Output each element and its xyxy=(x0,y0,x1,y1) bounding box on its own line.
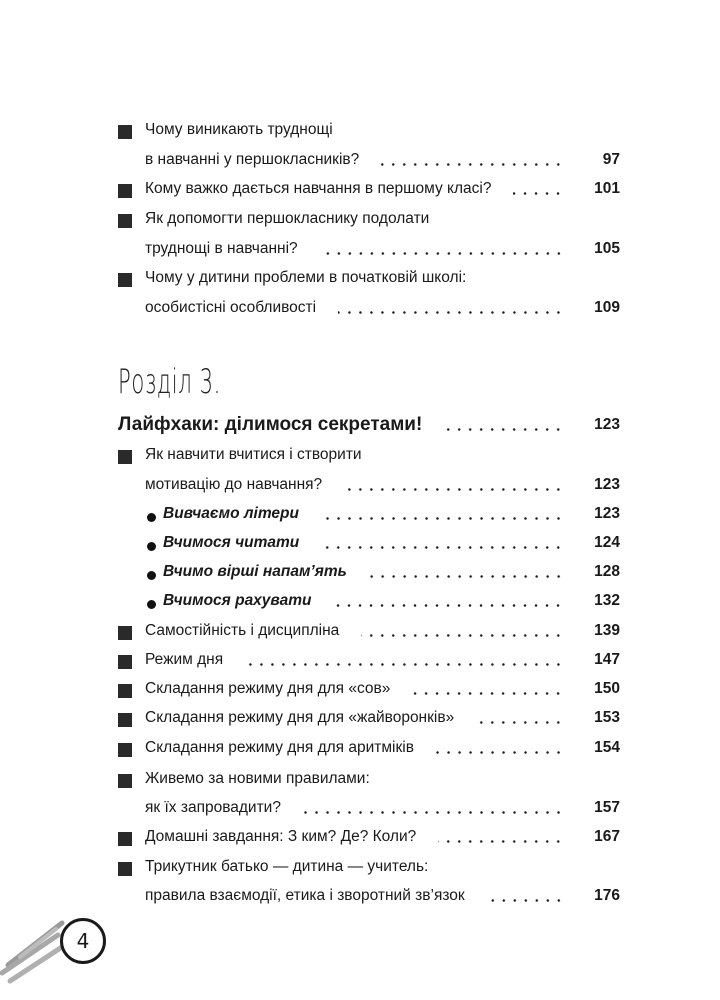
toc-entry-text: Чому виникають труднощі xyxy=(145,121,333,138)
toc-entry-text: Як допомогти першокласнику подолати xyxy=(145,210,430,227)
page-number-badge: 4 xyxy=(60,918,106,964)
toc-entry-text: правила взаємодії, етика і зворотний зв’язок xyxy=(145,887,465,904)
square-bullet-icon xyxy=(118,450,132,464)
toc-entry[interactable] xyxy=(145,238,620,260)
page-number: 176 xyxy=(594,887,620,904)
toc-entry[interactable] xyxy=(145,707,620,729)
dot-leader xyxy=(436,751,564,754)
page-number: 101 xyxy=(594,180,620,197)
toc-subentry[interactable] xyxy=(163,590,620,612)
dot-leader xyxy=(361,634,564,637)
page-number: 123 xyxy=(594,505,620,522)
section-heading[interactable] xyxy=(118,414,620,436)
toc-entry-text: Домашні завдання: З ким? Де? Коли? xyxy=(145,828,417,845)
page-number: 128 xyxy=(594,563,620,580)
page-number: 147 xyxy=(594,651,620,668)
toc-entry-text: Кому важко дається навчання в першому класі? xyxy=(145,180,492,197)
square-bullet-icon xyxy=(118,626,132,640)
toc-entry[interactable] xyxy=(145,297,620,319)
page-number: 123 xyxy=(594,416,620,433)
toc-subentry[interactable] xyxy=(163,561,620,583)
toc-line xyxy=(145,444,620,466)
toc-entry-text: Складання режиму дня для аритміків xyxy=(145,739,414,756)
toc-entry-text: мотивацію до навчання? xyxy=(145,476,323,493)
dot-leader xyxy=(487,899,564,902)
toc-subentry[interactable] xyxy=(163,532,620,554)
toc-entry-text: Самостійність і дисципліна xyxy=(145,622,340,639)
dot-leader xyxy=(444,428,564,431)
toc-entry-text: в навчанні у першокласників? xyxy=(145,151,360,168)
page-number: 105 xyxy=(594,240,620,257)
page-number: 109 xyxy=(594,299,620,316)
toc-entry-text: Вивчаємо літери xyxy=(163,505,299,522)
toc-entry[interactable] xyxy=(145,737,620,759)
square-bullet-icon xyxy=(118,125,132,139)
toc-entry-text: Вчимо вірші напам’ять xyxy=(163,563,347,580)
dot-leader xyxy=(338,311,564,314)
page-number: 123 xyxy=(594,476,620,493)
round-bullet-icon xyxy=(147,542,156,551)
dot-leader xyxy=(303,811,564,814)
dot-leader xyxy=(333,604,564,607)
page-number: 153 xyxy=(594,709,620,726)
dot-leader xyxy=(476,721,564,724)
toc-line xyxy=(145,768,620,790)
round-bullet-icon xyxy=(147,600,156,609)
toc-entry-text: Чому у дитини проблеми в початковій школі: xyxy=(145,269,467,286)
page-number: 132 xyxy=(594,592,620,609)
toc-entry-text: Трикутник батько — дитина — учитель: xyxy=(145,858,429,875)
toc-line xyxy=(145,267,620,289)
toc-entry[interactable] xyxy=(145,826,620,848)
square-bullet-icon xyxy=(118,774,132,788)
toc-entry-text: Вчимося читати xyxy=(163,534,300,551)
dot-leader xyxy=(369,575,564,578)
dot-leader xyxy=(513,192,564,195)
toc-entry-text: Режим дня xyxy=(145,651,224,668)
toc-entry[interactable] xyxy=(145,620,620,642)
dot-leader xyxy=(344,488,564,491)
toc-entry-text: як їх запровадити? xyxy=(145,799,281,816)
page-number: 139 xyxy=(594,622,620,639)
toc-subentry[interactable] xyxy=(163,503,620,525)
dot-leader xyxy=(321,517,564,520)
toc-entry[interactable] xyxy=(145,649,620,671)
toc-entry-text: Як навчити вчитися і створити xyxy=(145,446,362,463)
dot-leader xyxy=(381,163,564,166)
toc-entry-text: Складання режиму дня для «сов» xyxy=(145,680,391,697)
toc-entry-text: труднощі в навчанні? xyxy=(145,240,298,257)
dot-leader xyxy=(321,546,564,549)
toc-line xyxy=(145,856,620,878)
toc-line xyxy=(145,119,620,141)
toc-line xyxy=(145,208,620,230)
square-bullet-icon xyxy=(118,214,132,228)
page-number: 97 xyxy=(602,151,620,168)
round-bullet-icon xyxy=(147,513,156,522)
toc-entry[interactable] xyxy=(145,178,620,200)
toc-entry[interactable] xyxy=(145,474,620,496)
page-number: 150 xyxy=(594,680,620,697)
square-bullet-icon xyxy=(118,743,132,757)
page-number: 157 xyxy=(594,799,620,816)
square-bullet-icon xyxy=(118,655,132,669)
square-bullet-icon xyxy=(118,713,132,727)
section-label: Розділ 3. xyxy=(118,362,222,402)
toc-entry-text: особистісні особливості xyxy=(145,299,317,316)
page-number: 154 xyxy=(594,739,620,756)
square-bullet-icon xyxy=(118,862,132,876)
section-title: Лайфхаки: ділимося секретами! xyxy=(118,414,423,435)
page-number: 167 xyxy=(594,828,620,845)
toc-entry-text: Складання режиму дня для «жайворонків» xyxy=(145,709,455,726)
square-bullet-icon xyxy=(118,684,132,698)
round-bullet-icon xyxy=(147,571,156,580)
toc-entry-text: Живемо за новими правилами: xyxy=(145,770,370,787)
toc-entry[interactable] xyxy=(145,797,620,819)
toc-entry-text: Вчимося рахувати xyxy=(163,592,312,609)
dot-leader xyxy=(412,692,564,695)
dot-leader xyxy=(438,840,564,843)
page-number: 124 xyxy=(594,534,620,551)
toc-entry[interactable] xyxy=(145,678,620,700)
dot-leader xyxy=(245,663,564,666)
square-bullet-icon xyxy=(118,184,132,198)
toc-entry[interactable] xyxy=(145,885,620,907)
square-bullet-icon xyxy=(118,273,132,287)
dot-leader xyxy=(320,252,564,255)
square-bullet-icon xyxy=(118,832,132,846)
toc-entry[interactable] xyxy=(145,149,620,171)
